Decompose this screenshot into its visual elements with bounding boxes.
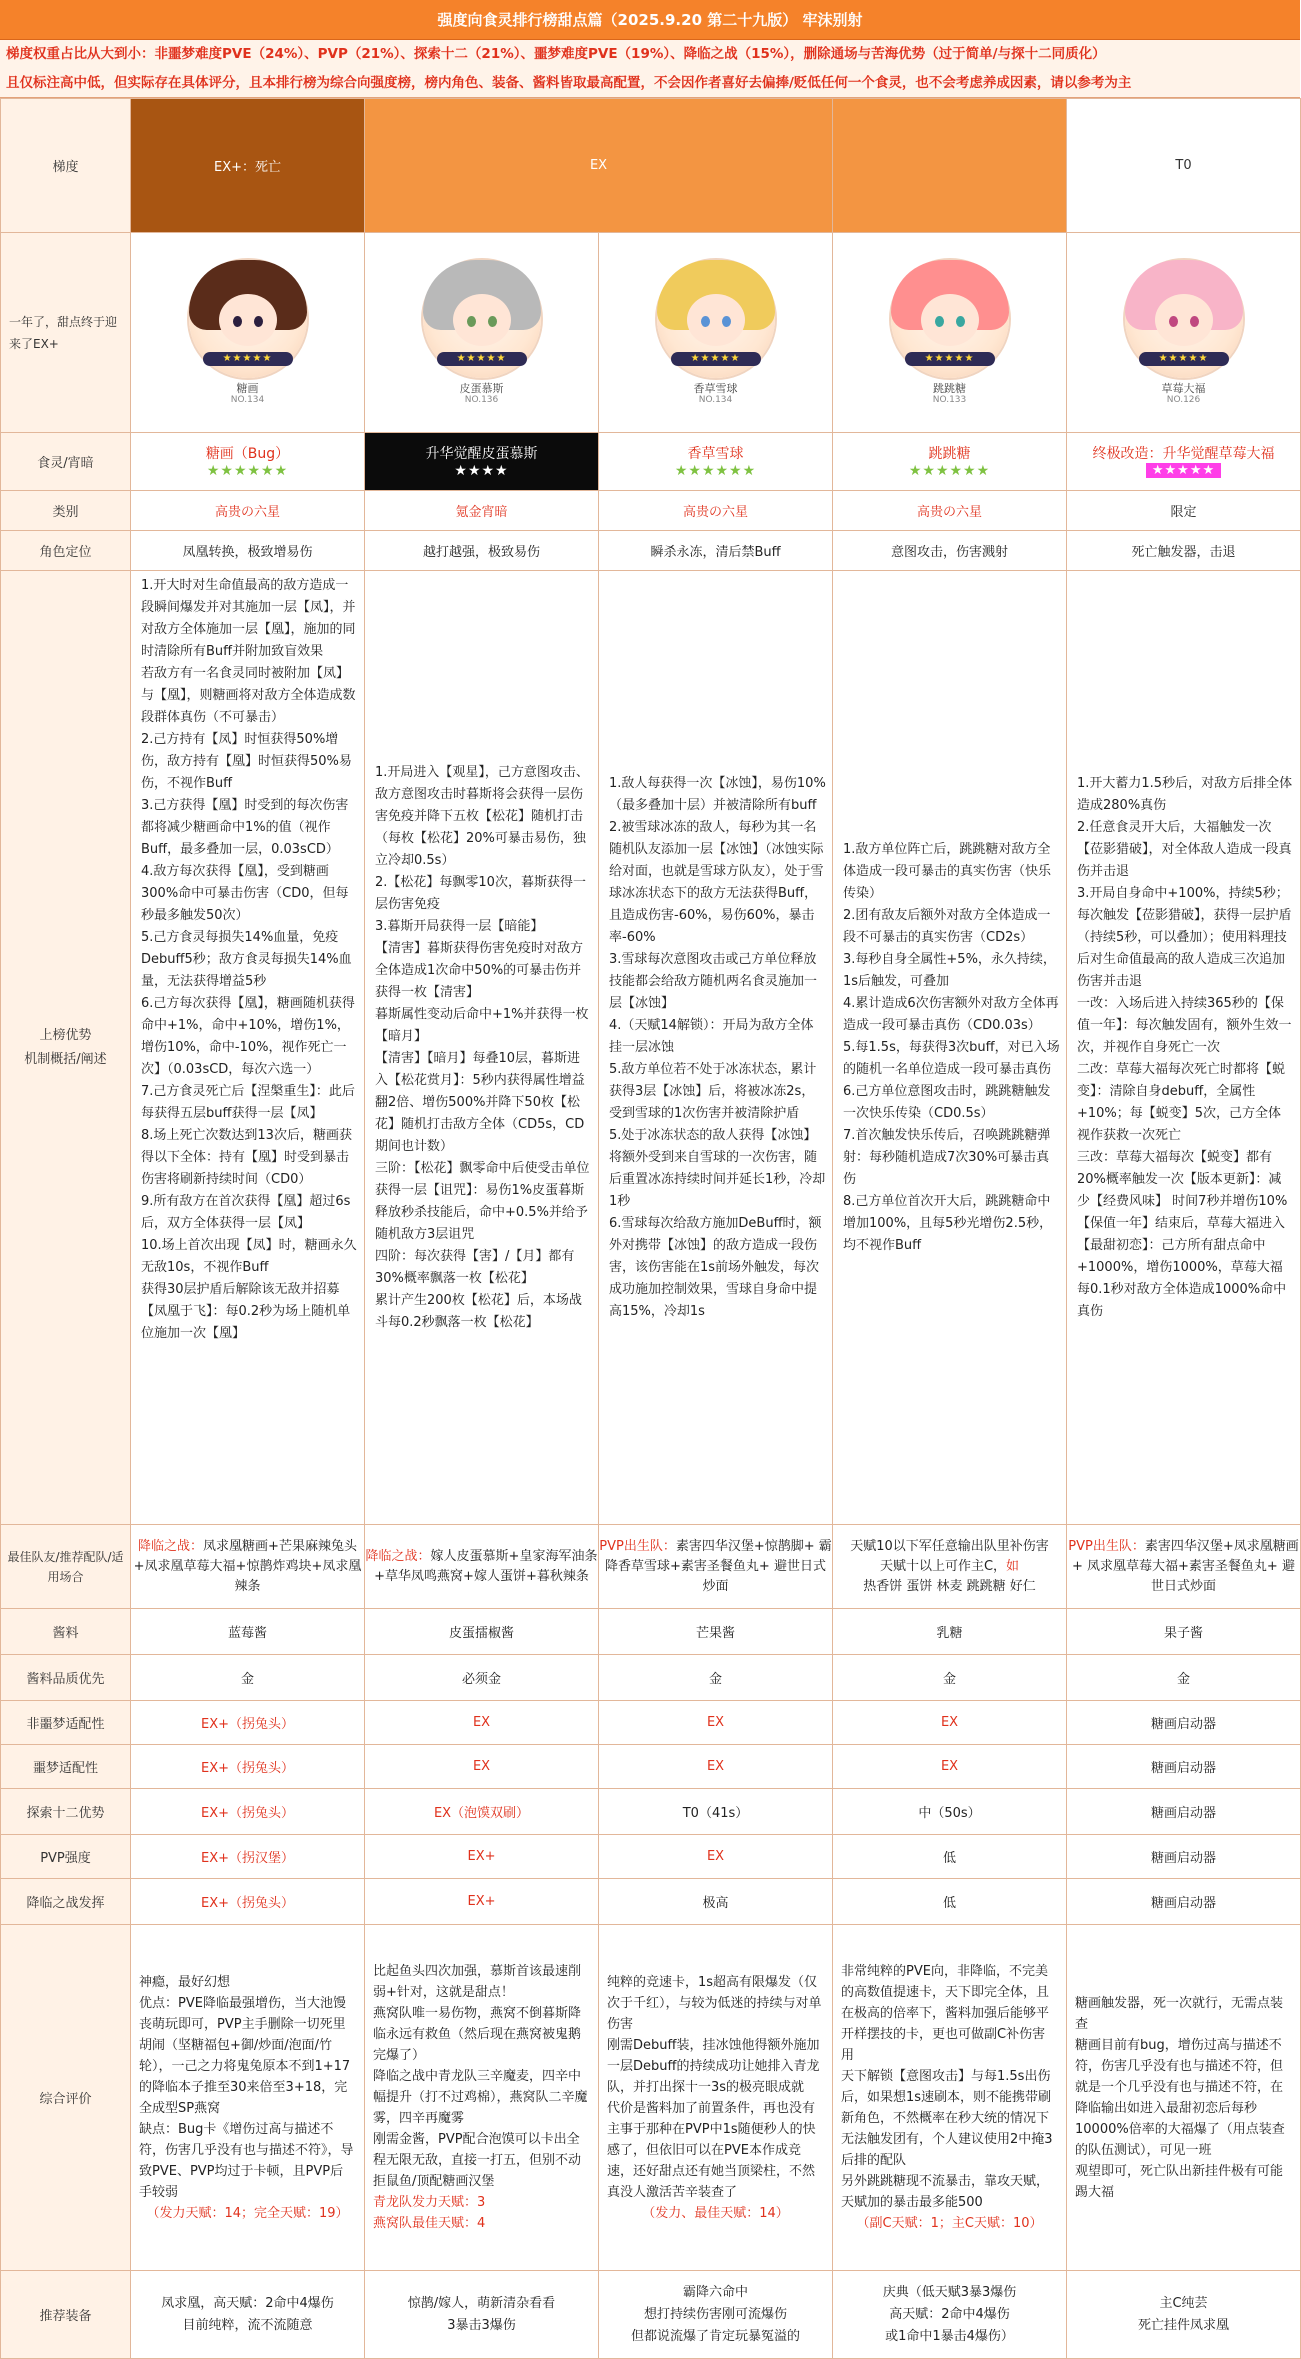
rarity-stars: ★★★★★★ — [908, 462, 991, 479]
tier-label: 梯度 — [1, 99, 131, 233]
team-row — [1, 1525, 1301, 1609]
role-cell: 瞬杀永冻，清后禁Buff — [599, 531, 833, 571]
team-text: 热香饼 蛋饼 林麦 跳跳糖 好仁 — [863, 1578, 1036, 1594]
avatar-name: 跳跳糖 — [933, 381, 966, 395]
character-portrait[interactable] — [599, 260, 832, 406]
sauce-row — [1, 1609, 1301, 1655]
portrait-cell — [1067, 233, 1301, 433]
rating-cell: T0（41s） — [599, 1789, 833, 1835]
evaluation-cell — [599, 1925, 833, 2271]
equipment-cell: 惊鹊/嫁人，萌新清杂看看 3暴击3爆伤 — [365, 2271, 599, 2359]
avatar-eye — [1169, 316, 1178, 327]
role-row — [1, 531, 1301, 571]
rarity-stars: ★★★★★★ — [206, 462, 289, 479]
avatar-stars: ★★★★★ — [437, 352, 527, 366]
evaluation-text: 纯粹的竞速卡，1s超高有限爆发（仅次于千红），与较为低迷的持续与对单伤害 刚需Debuff装，挂冰蚀他得额外施加一层Debuff的持续成功让她排入青龙队，并打出探十一3s的极亮眼成就 代价是酱料加了前置条件，再也没有主事于那种在PVP中1s随便秒人的快感了，但依旧可以在PVE本作成竞速，还好甜点还有她当顶梁柱，不然真没人激活苦辛装查了 — [607, 1974, 822, 2200]
name-cell — [833, 433, 1067, 491]
name-cell — [599, 433, 833, 491]
tier-ex-filler — [833, 99, 1067, 233]
evaluation-label: 综合评价 — [1, 1925, 131, 2271]
avatar — [1125, 260, 1243, 378]
equipment-cell: 庆典（低天赋3暴3爆伤 高天赋：2命中4爆伤 或1命中1暴击4爆伤） — [833, 2271, 1067, 2359]
name-cell — [131, 433, 365, 491]
rarity-stars: ★★★★★★ — [674, 462, 757, 479]
avatar-eye — [722, 316, 731, 327]
team-text: PVP出生队： — [599, 1538, 676, 1554]
portrait-cell — [599, 233, 833, 433]
character-name: 糖画（Bug） — [205, 445, 290, 462]
evaluation-cell — [131, 1925, 365, 2271]
team-label: 最佳队友/推荐配队/适用场合 — [1, 1525, 131, 1609]
evaluation-row — [1, 1925, 1301, 2271]
avatar-name: 皮蛋慕斯 — [459, 381, 504, 395]
rating-cell: EX — [599, 1745, 833, 1789]
rating-cell: EX — [833, 1701, 1067, 1745]
talent-note: 青龙队发力天赋：3 燕窝队最佳天赋：4 — [373, 2195, 486, 2231]
rating-cell: 低 — [833, 1879, 1067, 1925]
tier-t0: T0 — [1067, 99, 1301, 233]
avatar-stars: ★★★★★ — [1139, 352, 1229, 366]
category-cell: 氪金宵暗 — [365, 491, 599, 531]
rating-cell: 极高 — [599, 1879, 833, 1925]
team-text: 凤求凰糖画+芒果麻辣兔头+凤求凰草莓大福+惊鹊炸鸡块+凤求凰辣条 — [133, 1538, 362, 1594]
rating-cell: EX — [599, 1701, 833, 1745]
ranking-table — [0, 98, 1301, 2359]
mechanics-cell: 1.开局进入【观星】，己方意图攻击、敌方意图攻击时暮斯将会获得一层伤害免疫并降下五枚【松花】随机打击（每枚【松花】20%可暴击易伤，独立冷却0.5s） 2.【松花】每飘零10次，暮斯获得一层伤害免疫 3.暮斯开局获得一层【暗能】 【清害】暮斯获得伤害免疫时对敌方全体造成1次命中50%的可暴击伤并获得一枚【清害】 暮斯属性变动后命中+1%并获得一枚【暗月】 【清害】【暗月】每叠10层，暮斯进入【松花赏月】：5秒内获得属性增益翻2倍、增伤500%并降下50枚【松花】随机打击敌方全体（CD5s，CD期间也计数） 三阶：【松花】飘零命中后使受击单位获得一层【诅咒】：易伤1%皮蛋暮斯释放秒杀技能后，命中+0.5%并给予随机敌方3层诅咒 四阶：每次获得【害】/【月】都有30%概率飘落一枚【松花】 累计产生200枚【松花】后，本场战斗每0.2秒飘落一枚【松花】 — [365, 571, 599, 1525]
character-name: 终极改造：升华觉醒草莓大福 — [1092, 446, 1275, 462]
portrait-cell — [365, 233, 599, 433]
character-portrait[interactable] — [131, 260, 364, 406]
character-portrait[interactable] — [365, 260, 598, 406]
rating-cell: EX+ — [365, 1835, 599, 1879]
evaluation-text: 比起鱼头四次加强，慕斯首该最速削弱+针对，这就是甜点！ 燕窝队唯一易伤物，燕窝不倒暮斯降临永远有救鱼（然后现在燕窝被鬼鹅完爆了） 降临之战中青龙队三辛魔麦，四辛中幅提升（打不过鸡棉），燕窝队二辛魔雾，四辛再魔雾 刚需金酱，PVP配合泡馍可以卡出全程无限无敌，直接一打五，但别不动拒鼠鱼/顶配糖画汉堡 — [373, 1964, 588, 2189]
category-cell: 高贵の六星 — [131, 491, 365, 531]
pvp-label: PVP强度 — [1, 1835, 131, 1879]
sauce-quality-cell: 金 — [131, 1655, 365, 1701]
name-row — [1, 433, 1301, 491]
avatar-eye — [233, 316, 242, 327]
rarity-stars: ★★★★★ — [1146, 463, 1221, 478]
sauce-quality-cell: 金 — [833, 1655, 1067, 1701]
team-cell — [131, 1525, 365, 1609]
explore-row — [1, 1789, 1301, 1835]
category-cell: 高贵の六星 — [833, 491, 1067, 531]
descent-row — [1, 1879, 1301, 1925]
evaluation-text: 神瘾，最好幻想 优点：PVE降临最强增伤，当大池馒丧萌玩即可，PVP主手删除一切死里胡闹（坚糖福包+御/炒面/泡面/竹轮），一己之力将鬼兔原本不到1+17的降临本子推至30来倍至3+18，完全成型SP燕窝 缺点：Bug卡《增伤过高与描述不符，伤害几乎没有也与描述不符》，导致PVE、PVP均过于卡顿，且PVP后手较弱 — [139, 1974, 354, 2200]
category-cell: 高贵の六星 — [599, 491, 833, 531]
team-text: 素害四华汉堡+凤求凰糖画+ 凤求凰草莓大福+素害圣餐鱼丸+ 避世日式炒面 — [1072, 1538, 1299, 1594]
team-text: 嫁人皮蛋慕斯+皇家海军油条+草华凤鸣燕窝+嫁人蛋饼+暮秋辣条 — [374, 1548, 598, 1584]
evaluation-text: 糖画触发器，死一次就行，无需点装查 糖画目前有bug，增伤过高与描述不符，伤害几乎没有也与描述不符，但就是一个几乎没有也与描述不符，在降临输出如进入最甜初恋后每秒10000%倍率的大福爆了（用点装查的队伍测试），可见一班 观望即可，死亡队出新挂件极有可能踢大福 — [1075, 1995, 1285, 2200]
avatar-eye — [254, 316, 263, 327]
sauce-cell: 果子酱 — [1067, 1609, 1301, 1655]
avatar-face — [219, 294, 277, 346]
evaluation-text: 非常纯粹的PVE向，非降临，不完美的高数值提速卡，天下即完全体，且在极高的倍率下，酱料加强后能够平开样摆技的卡，更也可做副C补伤害用 天下解锁【意图攻击】与每1.5s出伤后，如果想1s速刷本，则不能携带刷新角色，不然概率在秒大统的情况下无法触发团有，个人建议使用2中掩3后排的配队 另外跳跳糖现不流暴击，靠攻天赋，天赋加的暴击最多能500 — [841, 1964, 1053, 2210]
category-row — [1, 491, 1301, 531]
name-label: 食灵/宵暗 — [1, 433, 131, 491]
notice-line-2: 且仅标注高中低，但实际存在具体评分，且本排行榜为综合向强度榜，榜内角色、装备、酱料皆取最高配置，不会因作者喜好去偏捧/贬低任何一个食灵，也不会考虑养成因素，请以参考为主 — [6, 75, 1132, 91]
avatar-stars: ★★★★★ — [203, 352, 293, 366]
talent-note: （副C天赋：1；主C天赋：10） — [856, 2216, 1043, 2231]
team-text: 如 — [1006, 1558, 1020, 1574]
mechanics-row — [1, 571, 1301, 1525]
avatar-stars: ★★★★★ — [905, 352, 995, 366]
avatar-face — [453, 294, 511, 346]
non-nightmare-row — [1, 1701, 1301, 1745]
team-text: 降临之战： — [138, 1538, 204, 1554]
avatar-name: 香草雪球 — [693, 381, 738, 395]
sauce-quality-cell: 必须金 — [365, 1655, 599, 1701]
rating-cell: EX+（拐兔头） — [131, 1745, 365, 1789]
evaluation-cell — [833, 1925, 1067, 2271]
name-cell — [1067, 433, 1301, 491]
rarity-stars: ★★★★ — [454, 462, 509, 479]
avatar-number: NO.136 — [464, 394, 499, 405]
non-nightmare-label: 非噩梦适配性 — [1, 1701, 131, 1745]
avatar-name: 草莓大福 — [1161, 381, 1206, 395]
sauce-quality-cell: 金 — [599, 1655, 833, 1701]
nightmare-row — [1, 1745, 1301, 1789]
team-text: 降临之战： — [365, 1548, 431, 1564]
team-text: 天赋10以下军任意输出队里补伤害 天赋十以上可作主C， — [850, 1538, 1049, 1574]
equipment-cell: 凤求凰，高天赋：2命中4爆伤 目前纯粹，流不流随意 — [131, 2271, 365, 2359]
talent-note: （发力、最佳天赋：14） — [642, 2205, 789, 2221]
team-text: 素害四华汉堡+惊鹊脚+ 霸降香草雪球+素害圣餐鱼丸+ 避世日式炒面 — [605, 1538, 832, 1594]
rating-cell: 糖画启动器 — [1067, 1745, 1301, 1789]
rating-cell: EX（泡馍双刷） — [365, 1789, 599, 1835]
notice-line-1: 梯度权重占比从大到小：非噩梦难度PVE（24%）、PVP（21%）、探索十二（21%）、噩梦难度PVE（19%）、降临之战（15%），删除通场与苦海优势（过于简单/与探十二同质化） — [6, 46, 1106, 62]
avatar-eye — [701, 316, 710, 327]
avatar-eye — [488, 316, 497, 327]
evaluation-cell — [365, 1925, 599, 2271]
rating-cell: 中（50s） — [833, 1789, 1067, 1835]
rating-cell: 糖画启动器 — [1067, 1701, 1301, 1745]
equipment-row — [1, 2271, 1301, 2359]
mechanics-cell: 1.开大蓄力1.5秒后，对敌方后排全体造成280%真伤 2.任意食灵开大后，大福触发一次【莅影猎破】，对全体敌人造成一段真伤并击退 3.开局自身命中+100%，持续5秒；每次触发【莅影猎破】，获得一层护盾（持续5秒，可以叠加）；使用料理技后对生命值最高的敌人造成三次追加伤害并击退 一改：入场后进入持续365秒的【保值一年】：每次触发固有，额外生效一次，并视作自身死亡一次 二改：草莓大福每次死亡时都将【蜕变】：清除自身debuff，全属性+10%；每【蜕变】5次，己方全体视作获救一次死亡 三改：草莓大福每次【蜕变】都有20%概率触发一次【版本更新】：减少【经费风味】 时间7秒并增伤10% 【保值一年】结束后，草莓大福进入【最甜初恋】：己方所有甜点命中+1000%，增伤1000%，草莓大福每0.1秒对敌方全体造成1000%命中真伤 — [1067, 571, 1301, 1525]
tier-row — [1, 99, 1301, 233]
portrait-row — [1, 233, 1301, 433]
tier-ex: EX — [365, 99, 833, 233]
character-name: 跳跳糖 — [928, 445, 971, 462]
mechanics-cell: 1.开大时对生命值最高的敌方造成一段瞬间爆发并对其施加一层【凤】，并对敌方全体施加一层【凰】，施加的同时清除所有Buff并附加致盲效果 若敌方有一名食灵同时被附加【凤】与【凰】，则糖画将对敌方全体造成数段群体真伤（不可暴击） 2.己方持有【凤】时恒获得50%增伤，敌方持有【凰】时恒获得50%易伤，不视作Buff 3.己方获得【凰】时受到的每次伤害都将减少糖画命中1%的值（视作Buff，最多叠加一层，0.03sCD） 4.敌方每次获得【凰】，受到糖画300%命中可暴击伤害（CD0，但每秒最多触发50次） 5.己方食灵每损失14%血量，免疫Debuff5秒；敌方食灵每损失14%血量，无法获得增益5秒 6.己方每次获得【凰】，糖画随机获得命中+1%，命中+10%，增伤1%，增伤10%，命中-10%，视作死亡一次】（0.03sCD，每次六选一） 7.己方食灵死亡后【涅槃重生】：此后每获得五层buff获得一层【凤】 8.场上死亡次数达到13次后，糖画获得以下全体：持有【凰】时受到暴击伤害将刷新持续时间（CD0） 9.所有敌方在首次获得【凰】超过6s后，双方全体获得一层【凤】 10.场上首次出现【凤】时，糖画永久无敌10s，不视作Buff 获得30层护盾后解除该无敌并招募【凤凰于飞】：每0.2秒为场上随机单位施加一次【凰】 — [131, 571, 365, 1525]
role-label: 角色定位 — [1, 531, 131, 571]
rating-cell: EX — [599, 1835, 833, 1879]
avatar-number: NO.134 — [230, 394, 265, 405]
team-cell — [1067, 1525, 1301, 1609]
pvp-row — [1, 1835, 1301, 1879]
team-cell — [833, 1525, 1067, 1609]
sauce-cell: 皮蛋擂椒酱 — [365, 1609, 599, 1655]
mechanics-label: 上榜优势 机制概括/阐述 — [1, 571, 131, 1525]
equipment-label: 推荐装备 — [1, 2271, 131, 2359]
sauce-cell: 蓝莓酱 — [131, 1609, 365, 1655]
rating-cell: EX — [833, 1745, 1067, 1789]
avatar-eye — [935, 316, 944, 327]
name-cell — [365, 433, 599, 491]
avatar — [891, 260, 1009, 378]
rating-cell: 糖画启动器 — [1067, 1879, 1301, 1925]
explore-label: 探索十二优势 — [1, 1789, 131, 1835]
character-portrait[interactable] — [1067, 260, 1300, 406]
equipment-cell: 霸降六命中 想打持续伤害刚可流爆伤 但都说流爆了肯定玩暴冤溢的 — [599, 2271, 833, 2359]
portrait-note: 一年了，甜点终于迎来了EX+ — [1, 233, 131, 433]
character-name: 香草雪球 — [687, 445, 744, 462]
nightmare-label: 噩梦适配性 — [1, 1745, 131, 1789]
role-cell: 死亡触发器，击退 — [1067, 531, 1301, 571]
avatar-eye — [467, 316, 476, 327]
equipment-cell: 主C纯芸 死亡挂件凤求凰 — [1067, 2271, 1301, 2359]
rating-cell: EX+（拐汉堡） — [131, 1835, 365, 1879]
avatar-name: 糖画 — [236, 381, 259, 395]
evaluation-cell — [1067, 1925, 1301, 2271]
rating-cell: 糖画启动器 — [1067, 1789, 1301, 1835]
rating-cell: EX+（拐兔头） — [131, 1789, 365, 1835]
category-cell: 限定 — [1067, 491, 1301, 531]
talent-note: （发力天赋：14；完全天赋：19） — [146, 2205, 349, 2221]
avatar-face — [921, 294, 979, 346]
team-cell — [365, 1525, 599, 1609]
team-cell — [599, 1525, 833, 1609]
character-name: 升华觉醒皮蛋慕斯 — [425, 445, 538, 462]
rating-cell: EX+（拐兔头） — [131, 1879, 365, 1925]
notice-box — [0, 40, 1300, 98]
rating-cell: EX+ — [365, 1879, 599, 1925]
team-text: PVP出生队： — [1068, 1538, 1145, 1554]
sauce-cell: 芒果酱 — [599, 1609, 833, 1655]
tier-ex-plus: EX+：死亡 — [131, 99, 365, 233]
page-title: 强度向食灵排行榜甜点篇（2025.9.20 第二十九版） 牢沫别射 — [0, 0, 1300, 40]
avatar-face — [687, 294, 745, 346]
sauce-cell: 乳糖 — [833, 1609, 1067, 1655]
avatar-number: NO.133 — [932, 394, 967, 405]
rating-cell: EX — [365, 1745, 599, 1789]
rating-cell: 糖画启动器 — [1067, 1835, 1301, 1879]
portrait-cell — [131, 233, 365, 433]
mechanics-cell: 1.敌方单位阵亡后，跳跳糖对敌方全体造成一段可暴击的真实伤害（快乐传染） 2.团有敌友后额外对敌方全体造成一段不可暴击的真实伤害（CD2s） 3.每秒自身全属性+5%，永久持续，1s后触发，可叠加 4.累计造成6次伤害额外对敌方全体再造成一段可暴击真伤（CD0.03s） 5.每1.5s，每获得3次buff，对已入场的随机一名单位造成一段可暴击真伤 6.己方单位意图攻击时，跳跳糖触发一次快乐传染（CD0.5s） 7.首次触发快乐传后，召唤跳跳糖弹射：每秒随机造成7次30%可暴击真伤 8.己方单位首次开大后，跳跳糖命中增加100%，且每5秒光增伤2.5秒，均不视作Buff — [833, 571, 1067, 1525]
sauce-label: 酱料 — [1, 1609, 131, 1655]
avatar — [657, 260, 775, 378]
avatar-eye — [956, 316, 965, 327]
avatar-number: NO.134 — [698, 394, 733, 405]
role-cell: 意图攻击，伤害溅射 — [833, 531, 1067, 571]
sauce-quality-label: 酱料品质优先 — [1, 1655, 131, 1701]
descent-label: 降临之战发挥 — [1, 1879, 131, 1925]
character-portrait[interactable] — [833, 260, 1066, 406]
avatar — [189, 260, 307, 378]
sauce-quality-row — [1, 1655, 1301, 1701]
avatar-face — [1155, 294, 1213, 346]
portrait-cell — [833, 233, 1067, 433]
role-cell: 凤凰转换，极致增易伤 — [131, 531, 365, 571]
avatar-stars: ★★★★★ — [671, 352, 761, 366]
category-label: 类别 — [1, 491, 131, 531]
sauce-quality-cell: 金 — [1067, 1655, 1301, 1701]
avatar-eye — [1190, 316, 1199, 327]
role-cell: 越打越强，极致易伤 — [365, 531, 599, 571]
rating-cell: 低 — [833, 1835, 1067, 1879]
avatar — [423, 260, 541, 378]
mechanics-cell: 1.敌人每获得一次【冰蚀】，易伤10%（最多叠加十层）并被清除所有buff 2.被雪球冰冻的敌人，每秒为其一名随机队友添加一层【冰蚀】（冰蚀实际给对面，也就是雪球方队友），处于雪球冰冻状态下的敌方无法获得Buff，且造成伤害-60%，易伤60%，暴击率-60% 3.雪球每次意图攻击或己方单位释放技能都会给敌方随机两名食灵施加一层【冰蚀】 4.（天赋14解锁）：开局为敌方全体挂一层冰蚀 5.敌方单位若不处于冰冻状态，累计获得3层【冰蚀】后，将被冰冻2s，受到雪球的1次伤害并被清除护盾 5.处于冰冻状态的敌人获得【冰蚀】将额外受到来自雪球的一次伤害，随后重置冰冻持续时间并延长1秒，冷却1秒 6.雪球每次给敌方施加DeBuff时，额外对携带【冰蚀】的敌方造成一段伤害，该伤害能在1s前场外触发，每次成功施加控制效果，雪球自身命中提高15%，冷却1s — [599, 571, 833, 1525]
rating-cell: EX — [365, 1701, 599, 1745]
avatar-number: NO.126 — [1166, 394, 1201, 405]
rating-cell: EX+（拐兔头） — [131, 1701, 365, 1745]
